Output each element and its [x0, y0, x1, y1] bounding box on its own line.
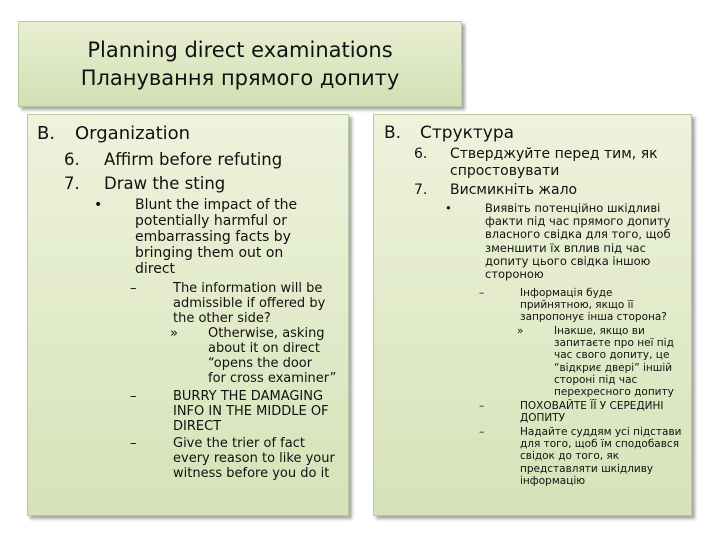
left-sub-marker: –: [130, 281, 137, 296]
title-ukrainian: Планування прямого допиту: [80, 66, 400, 90]
right-sub-marker: –: [479, 400, 485, 412]
right-panel-ukrainian: [373, 114, 692, 516]
right-sub-text: Надайте суддям усі підстави для того, щоб їм сподобався свідок до того, як представляти шкідливу інформацію: [520, 426, 682, 487]
left-sub-text: The information will be admissible if offered by the other side?: [173, 281, 326, 326]
left-item-marker: 7.: [64, 174, 80, 193]
right-item-marker: 7.: [414, 182, 428, 198]
left-sub-text: BURRY THE DAMAGING INFO IN THE MIDDLE OF DIRECT: [173, 389, 329, 434]
right-item-text: Стверджуйте перед тим, як спростовувати: [450, 146, 658, 179]
left-sub-marker: –: [130, 436, 137, 451]
right-sub-text: ПОХОВАЙТЕ ЇЇ У СЕРЕДИНІ ДОПИТУ: [520, 400, 664, 425]
left-item-marker: 6.: [64, 150, 80, 169]
left-subsub-text: Otherwise, asking about it on direct “opens the door for cross examiner”: [208, 326, 337, 386]
left-subsub-marker: »: [170, 326, 178, 341]
title-box: [18, 21, 462, 107]
left-panel-english: [27, 114, 349, 516]
right-sub-marker: –: [479, 287, 485, 299]
right-bullet-marker: •: [445, 201, 452, 215]
right-heading-marker: B.: [384, 123, 402, 143]
right-item-text: Висмикніть жало: [450, 182, 578, 198]
right-item-marker: 6.: [414, 146, 428, 162]
left-bullet-text: Blunt the impact of the potentially harmful or embarrassing facts by bringing them out on direct: [135, 197, 298, 277]
title-english: Planning direct examinations: [87, 38, 393, 62]
left-heading: Organization: [75, 123, 191, 144]
left-sub-text: Give the trier of fact every reason to like your witness before you do it: [173, 436, 335, 481]
right-subsub-text: Інакше, якщо ви запитаєте про неї під час свого допиту, це “відкриє двері” іншій стороні під час перехресного допиту: [554, 325, 674, 399]
left-heading-marker: B.: [37, 123, 56, 144]
left-sub-marker: –: [130, 389, 137, 404]
right-subsub-marker: »: [517, 325, 524, 337]
right-sub-text: Інформація буде прийнятною, якщо її запропонує інша сторона?: [520, 287, 667, 324]
left-item-text: Affirm before refuting: [104, 150, 283, 169]
right-bullet-text: Виявіть потенційно шкідливі факти під час прямого допиту власного свідка для того, щоб зменшити їх вплив під час допиту цього свідка іншою стороною: [485, 201, 671, 282]
left-item-text: Draw the sting: [104, 174, 226, 193]
right-sub-marker: –: [479, 426, 485, 438]
left-bullet-marker: •: [94, 197, 103, 213]
right-heading: Структура: [420, 123, 515, 143]
